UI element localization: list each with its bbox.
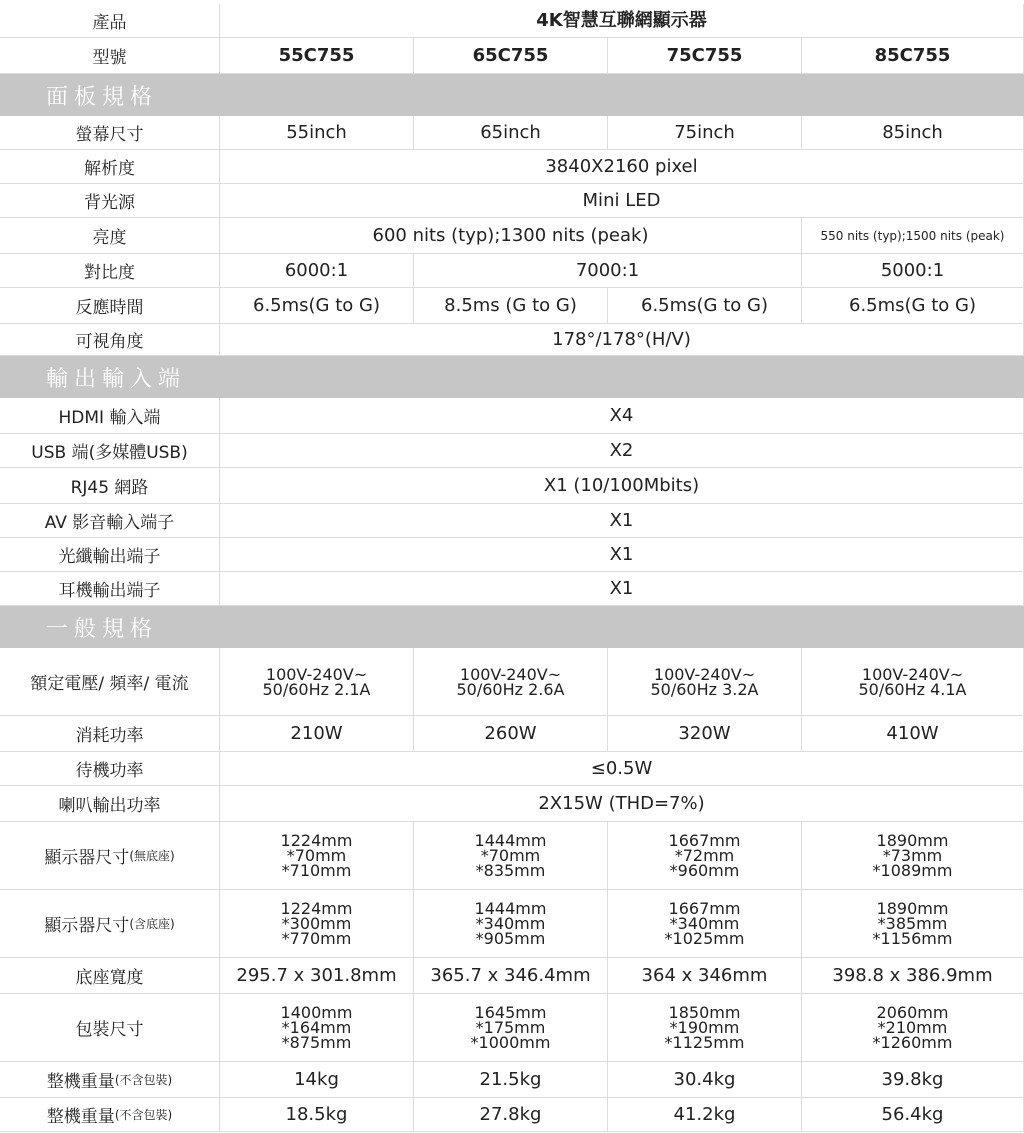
row-label: 可視角度 — [0, 324, 220, 356]
row-dim-no-stand — [0, 822, 1024, 890]
cell-line: *960mm — [669, 861, 740, 880]
cell-value — [220, 994, 414, 1062]
row-label: 產品 — [0, 4, 220, 38]
cell-line: 1444mm — [474, 831, 547, 850]
cell-value: 6.5ms(G to G) — [802, 288, 1024, 324]
cell-line: *1260mm — [872, 1033, 953, 1052]
cell-value: 65inch — [414, 116, 608, 150]
row-label: 額定電壓/ 頻率/ 電流 — [0, 648, 220, 716]
cell-value — [220, 648, 414, 716]
cell-value: X1 — [220, 538, 1024, 572]
row-label: 消耗功率 — [0, 716, 220, 752]
cell-line: *1000mm — [470, 1033, 551, 1052]
cell-value — [608, 890, 802, 958]
row-weight-net — [0, 1062, 1024, 1098]
row-dim-stand — [0, 890, 1024, 958]
cell-line: 100V-240V~ — [265, 664, 368, 684]
row-label — [0, 1062, 220, 1098]
cell-value: 320W — [608, 716, 802, 752]
cell-value: 410W — [802, 716, 1024, 752]
cell-line: *835mm — [475, 861, 546, 880]
row-viewing-angle — [0, 324, 1024, 356]
label-sub: (無底座) — [129, 849, 175, 863]
row-label: 底座寬度 — [0, 958, 220, 994]
cell-value: 5000:1 — [802, 254, 1024, 288]
cell-value — [802, 890, 1024, 958]
label-main: 顯示器尺寸 — [44, 848, 130, 868]
row-label — [0, 822, 220, 890]
cell-line: *875mm — [281, 1033, 352, 1052]
cell-value: 3840X2160 pixel — [220, 150, 1024, 184]
cell-line: *72mm — [674, 846, 735, 865]
cell-value: 18.5kg — [220, 1098, 414, 1132]
cell-line: *385mm — [877, 914, 948, 933]
row-label: USB 端(多媒體USB) — [0, 434, 220, 468]
cell-line: 1400mm — [280, 1003, 353, 1022]
cell-value: ≤0.5W — [220, 752, 1024, 786]
row-stand-width — [0, 958, 1024, 994]
row-model — [0, 38, 1024, 74]
section-header-io: 輸出輸入端 — [0, 356, 1024, 398]
cell-line: 1224mm — [280, 899, 353, 918]
cell-value: X1 — [220, 504, 1024, 538]
cell-value — [220, 890, 414, 958]
row-rj45 — [0, 468, 1024, 504]
cell-product-name: 4K智慧互聯網顯示器 — [220, 4, 1024, 38]
cell-line: *175mm — [475, 1018, 546, 1037]
cell-line: *1156mm — [872, 929, 953, 948]
row-label: 待機功率 — [0, 752, 220, 786]
row-label: 耳機輸出端子 — [0, 572, 220, 606]
row-label: RJ45 網路 — [0, 468, 220, 504]
cell-line: 50/60Hz 2.6A — [456, 679, 565, 699]
cell-value: X1 (10/100Mbits) — [220, 468, 1024, 504]
row-resolution — [0, 150, 1024, 184]
row-label: 螢幕尺寸 — [0, 116, 220, 150]
label-sub: (不含包裝) — [114, 1108, 173, 1122]
cell-value: 295.7 x 301.8mm — [220, 958, 414, 994]
cell-line: *1025mm — [664, 929, 745, 948]
row-label: 解析度 — [0, 150, 220, 184]
cell-value — [414, 994, 608, 1062]
cell-value: 39.8kg — [802, 1062, 1024, 1098]
row-label: 光纖輸出端子 — [0, 538, 220, 572]
label-main: 整機重量 — [46, 1107, 115, 1127]
cell-line: *1125mm — [664, 1033, 745, 1052]
row-package — [0, 994, 1024, 1062]
row-contrast — [0, 254, 1024, 288]
cell-value: 178°/178°(H/V) — [220, 324, 1024, 356]
cell-value: Mini LED — [220, 184, 1024, 218]
label-main: 整機重量 — [46, 1072, 115, 1092]
cell-line: *164mm — [281, 1018, 352, 1037]
cell-line: *710mm — [281, 861, 352, 880]
cell-value: 14kg — [220, 1062, 414, 1098]
label-sub: (不含包裝) — [114, 1073, 173, 1087]
cell-value: X2 — [220, 434, 1024, 468]
row-screen-size — [0, 116, 1024, 150]
row-product — [0, 4, 1024, 38]
row-power — [0, 716, 1024, 752]
cell-model: 55C755 — [220, 38, 414, 74]
cell-line: *300mm — [281, 914, 352, 933]
cell-value: X4 — [220, 398, 1024, 434]
row-label: HDMI 輸入端 — [0, 398, 220, 434]
row-av — [0, 504, 1024, 538]
cell-model: 85C755 — [802, 38, 1024, 74]
cell-line: *210mm — [877, 1018, 948, 1037]
cell-line: 1850mm — [668, 1003, 741, 1022]
cell-value: X1 — [220, 572, 1024, 606]
section-header-panel: 面板規格 — [0, 74, 1024, 116]
cell-line: *73mm — [882, 846, 943, 865]
row-label: AV 影音輸入端子 — [0, 504, 220, 538]
row-optical — [0, 538, 1024, 572]
cell-value — [414, 822, 608, 890]
cell-line: *340mm — [475, 914, 546, 933]
cell-line: 1645mm — [474, 1003, 547, 1022]
label-sub: (含底座) — [129, 917, 175, 931]
cell-value: 6.5ms(G to G) — [220, 288, 414, 324]
cell-value — [608, 994, 802, 1062]
cell-line: *770mm — [281, 929, 352, 948]
cell-line: 1890mm — [876, 899, 949, 918]
row-brightness — [0, 218, 1024, 254]
row-label: 喇叭輸出功率 — [0, 786, 220, 822]
cell-value: 85inch — [802, 116, 1024, 150]
cell-line: *190mm — [669, 1018, 740, 1037]
cell-line: *1089mm — [872, 861, 953, 880]
cell-value — [220, 822, 414, 890]
cell-value — [414, 890, 608, 958]
cell-value: 364 x 346mm — [608, 958, 802, 994]
row-label: 背光源 — [0, 184, 220, 218]
cell-line: 50/60Hz 2.1A — [262, 679, 371, 699]
cell-value — [608, 648, 802, 716]
cell-value — [802, 822, 1024, 890]
cell-model: 75C755 — [608, 38, 802, 74]
cell-line: 1224mm — [280, 831, 353, 850]
cell-line: *70mm — [286, 846, 347, 865]
cell-line: 1444mm — [474, 899, 547, 918]
cell-line: 50/60Hz 3.2A — [650, 679, 759, 699]
cell-line: 100V-240V~ — [653, 664, 756, 684]
row-label: 型號 — [0, 38, 220, 74]
row-speaker — [0, 786, 1024, 822]
cell-value: 398.8 x 386.9mm — [802, 958, 1024, 994]
cell-value: 30.4kg — [608, 1062, 802, 1098]
cell-line: 2060mm — [876, 1003, 949, 1022]
row-backlight — [0, 184, 1024, 218]
cell-value: 6000:1 — [220, 254, 414, 288]
cell-value: 7000:1 — [414, 254, 802, 288]
row-label: 反應時間 — [0, 288, 220, 324]
cell-value: 41.2kg — [608, 1098, 802, 1132]
cell-value: 75inch — [608, 116, 802, 150]
row-weight-gross — [0, 1098, 1024, 1132]
row-label: 亮度 — [0, 218, 220, 254]
cell-value: 550 nits (typ);1500 nits (peak) — [802, 218, 1024, 254]
cell-value: 2X15W (THD=7%) — [220, 786, 1024, 822]
row-label — [0, 1098, 220, 1132]
cell-value: 6.5ms(G to G) — [608, 288, 802, 324]
label-main: 顯示器尺寸 — [44, 916, 130, 936]
row-rated — [0, 648, 1024, 716]
cell-value: 8.5ms (G to G) — [414, 288, 608, 324]
row-label: 包裝尺寸 — [0, 994, 220, 1062]
cell-line: *70mm — [480, 846, 541, 865]
row-label: 對比度 — [0, 254, 220, 288]
cell-value: 210W — [220, 716, 414, 752]
row-standby — [0, 752, 1024, 786]
cell-value — [802, 648, 1024, 716]
cell-value: 27.8kg — [414, 1098, 608, 1132]
row-hdmi — [0, 398, 1024, 434]
row-headphone — [0, 572, 1024, 606]
cell-line: 1667mm — [668, 899, 741, 918]
cell-value — [414, 648, 608, 716]
cell-line: 100V-240V~ — [459, 664, 562, 684]
cell-line: 1890mm — [876, 831, 949, 850]
cell-line: 100V-240V~ — [861, 664, 964, 684]
cell-model: 65C755 — [414, 38, 608, 74]
cell-value: 56.4kg — [802, 1098, 1024, 1132]
cell-line: 1667mm — [668, 831, 741, 850]
row-response — [0, 288, 1024, 324]
cell-value: 600 nits (typ);1300 nits (peak) — [220, 218, 802, 254]
row-label — [0, 890, 220, 958]
cell-value — [802, 994, 1024, 1062]
cell-value: 365.7 x 346.4mm — [414, 958, 608, 994]
row-usb — [0, 434, 1024, 468]
cell-value: 260W — [414, 716, 608, 752]
cell-line: *905mm — [475, 929, 546, 948]
cell-value: 55inch — [220, 116, 414, 150]
cell-value: 21.5kg — [414, 1062, 608, 1098]
cell-value — [608, 822, 802, 890]
cell-line: 50/60Hz 4.1A — [858, 679, 967, 699]
cell-line: *340mm — [669, 914, 740, 933]
section-header-general: 一般規格 — [0, 606, 1024, 648]
